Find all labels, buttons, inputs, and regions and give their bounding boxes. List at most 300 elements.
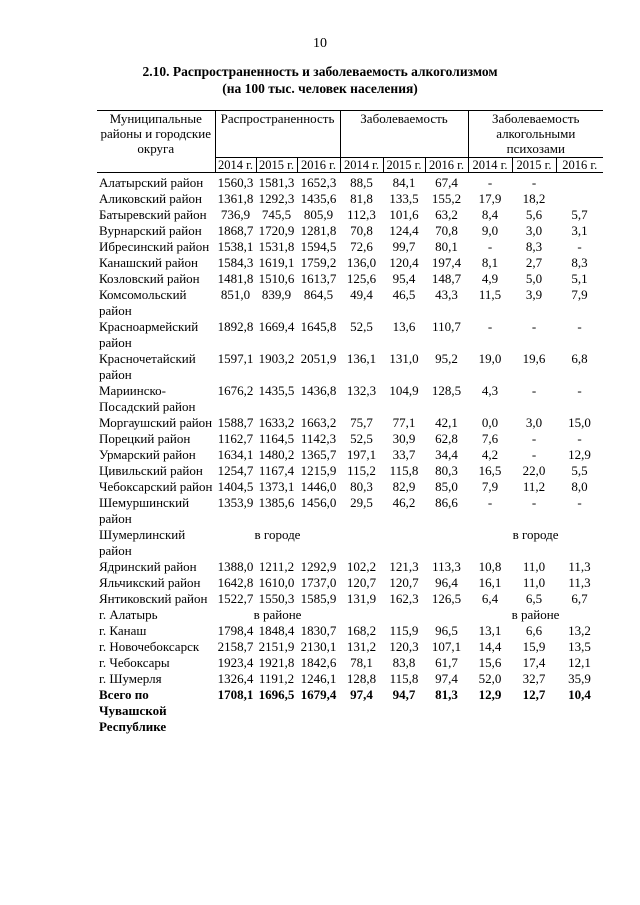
value-cell: 5,7	[571, 207, 588, 222]
value-cell: 88,5	[350, 175, 373, 190]
value-cell: 120,7	[346, 575, 377, 590]
value-cell: 136,0	[346, 255, 377, 270]
table-row	[97, 575, 603, 591]
value-cell: 864,5	[303, 287, 334, 302]
value-cell: 67,4	[435, 175, 458, 190]
value-cell: 3,0	[525, 415, 543, 430]
value-cell: -	[487, 175, 493, 190]
value-cell: 63,2	[435, 207, 458, 222]
value-cell: 6,7	[571, 591, 588, 606]
value-cell: 17,9	[478, 191, 502, 206]
value-cell: 5,1	[571, 271, 588, 286]
value-cell: 120,4	[389, 255, 419, 270]
value-cell: 19,0	[478, 351, 502, 366]
value-cell: 148,7	[431, 271, 462, 286]
value-cell: 1588,7	[217, 415, 254, 430]
value-cell: 12,1	[568, 655, 591, 670]
value-cell: -	[531, 383, 537, 398]
table-row	[97, 173, 603, 192]
value-cell: 1708,1	[217, 687, 254, 702]
value-cell: 1669,4	[258, 319, 295, 334]
value-cell: 61,7	[435, 655, 458, 670]
value-cell: 15,0	[568, 415, 591, 430]
value-cell: 1385,6	[258, 495, 295, 510]
value-cell: 4,3	[481, 383, 499, 398]
value-cell: 81,8	[350, 191, 373, 206]
value-cell: 1584,3	[217, 255, 254, 270]
value-cell: 10,4	[568, 687, 591, 702]
region-name: Шумерлинский район	[99, 527, 186, 558]
value-cell: 1456,0	[300, 495, 337, 510]
value-cell: 805,9	[303, 207, 334, 222]
value-cell: 11,0	[522, 559, 546, 574]
value-cell: -	[487, 319, 493, 334]
region-name: г. Новочебоксарск	[99, 639, 200, 654]
value-cell: 1597,1	[217, 351, 254, 366]
value-cell: 1663,2	[300, 415, 337, 430]
value-cell: 1446,0	[300, 479, 337, 494]
value-cell: -	[531, 175, 537, 190]
value-cell	[556, 173, 603, 192]
value-cell: 52,5	[350, 319, 373, 334]
value-cell: 1164,5	[258, 431, 295, 446]
value-cell: 1921,8	[258, 655, 295, 670]
value-cell: 30,9	[392, 431, 416, 446]
merged-note: в городе	[512, 527, 559, 542]
value-cell: 7,6	[481, 431, 499, 446]
value-cell: 124,4	[389, 223, 419, 238]
value-cell: 128,5	[431, 383, 462, 398]
value-cell: 121,3	[389, 559, 419, 574]
header-year: 2016 г.	[425, 158, 468, 173]
value-cell: 32,7	[522, 671, 546, 686]
empty-merged	[340, 527, 468, 559]
table-row	[97, 639, 603, 655]
table-row	[97, 287, 603, 319]
value-cell: 1435,6	[300, 191, 337, 206]
value-cell: 110,7	[432, 319, 461, 334]
header-year: 2014 г.	[468, 158, 512, 173]
value-cell: 1613,7	[300, 271, 337, 286]
value-cell: 1292,9	[300, 559, 337, 574]
value-cell: 1696,5	[258, 687, 295, 702]
region-name: Ядринский район	[99, 559, 197, 574]
table-row	[97, 223, 603, 239]
region-name: Вурнарский район	[99, 223, 202, 238]
value-cell: 29,5	[350, 495, 373, 510]
value-cell: 35,9	[568, 671, 591, 686]
value-cell: 1645,8	[300, 319, 337, 334]
value-cell: 14,4	[478, 639, 502, 654]
value-cell: 13,6	[392, 319, 416, 334]
value-cell: 97,4	[435, 671, 458, 686]
value-cell: 120,7	[389, 575, 419, 590]
value-cell: 43,3	[435, 287, 458, 302]
header-year: 2014 г.	[340, 158, 383, 173]
value-cell: 1510,6	[258, 271, 295, 286]
value-cell: 62,8	[435, 431, 458, 446]
value-cell: 8,0	[571, 479, 588, 494]
value-cell: 1215,9	[300, 463, 337, 478]
value-cell: 131,9	[346, 591, 377, 606]
value-cell: 17,4	[522, 655, 546, 670]
region-name: Всего по Чувашской Республике	[99, 687, 167, 734]
value-cell: 22,0	[522, 463, 546, 478]
table-row	[97, 351, 603, 383]
value-cell: 112,3	[347, 207, 376, 222]
value-cell: 42,1	[435, 415, 458, 430]
value-cell: 1737,0	[300, 575, 337, 590]
header-year: 2016 г.	[556, 158, 603, 173]
value-cell: 1585,9	[300, 591, 337, 606]
value-cell: 12,9	[568, 447, 591, 462]
value-cell: 1292,3	[258, 191, 295, 206]
value-cell: 1560,3	[217, 175, 254, 190]
table-row	[97, 319, 603, 351]
value-cell: 1481,8	[217, 271, 254, 286]
value-cell: 81,3	[435, 687, 458, 702]
value-cell: 52,5	[350, 431, 373, 446]
value-cell: 1538,1	[217, 239, 254, 254]
value-cell: 1923,4	[217, 655, 254, 670]
region-name: Шемуршинский район	[99, 495, 190, 526]
value-cell: 1480,2	[258, 447, 295, 462]
value-cell: 3,0	[525, 223, 543, 238]
value-cell: 15,9	[522, 639, 546, 654]
value-cell: 2051,9	[300, 351, 337, 366]
value-cell: 1848,4	[258, 623, 295, 638]
value-cell: 10,8	[478, 559, 502, 574]
value-cell: 102,2	[346, 559, 377, 574]
value-cell: 101,6	[389, 207, 419, 222]
value-cell: -	[577, 383, 582, 398]
region-name: Красночетайский район	[99, 351, 196, 382]
value-cell: 6,4	[481, 591, 499, 606]
table-row	[97, 671, 603, 687]
value-cell: 1868,7	[217, 223, 254, 238]
header-incidence: Заболеваемость	[340, 111, 468, 158]
value-cell: 1798,4	[217, 623, 254, 638]
value-cell: 11,2	[522, 479, 546, 494]
note-row	[97, 527, 603, 559]
table-row	[97, 623, 603, 639]
value-cell: 155,2	[431, 191, 462, 206]
value-cell: 125,6	[346, 271, 377, 286]
region-name: Чебоксарский район	[99, 479, 213, 494]
value-cell: 46,5	[392, 287, 416, 302]
table-row	[97, 255, 603, 271]
value-cell: 0,0	[481, 415, 499, 430]
header-year: 2015 г.	[256, 158, 297, 173]
region-name: Моргаушский район	[99, 415, 213, 430]
value-cell: 80,1	[435, 239, 458, 254]
header-year: 2015 г.	[512, 158, 556, 173]
value-cell: 12,9	[478, 687, 502, 702]
value-cell: 1353,9	[217, 495, 254, 510]
value-cell: 1594,5	[300, 239, 337, 254]
value-cell: 85,0	[435, 479, 458, 494]
value-cell: 8,3	[525, 239, 543, 254]
value-cell: 12,7	[522, 687, 546, 702]
value-cell: 13,2	[568, 623, 591, 638]
value-cell: 6,6	[525, 623, 543, 638]
title-line-2: (на 100 тыс. человек населения)	[222, 81, 418, 96]
table-row	[97, 383, 603, 415]
table-row	[97, 463, 603, 479]
region-name: Цивильский район	[99, 463, 203, 478]
value-cell: 3,9	[525, 287, 543, 302]
table-header	[97, 111, 603, 173]
value-cell: -	[487, 495, 493, 510]
value-cell: 1633,2	[258, 415, 295, 430]
value-cell: 99,7	[392, 239, 416, 254]
value-cell: 1388,0	[217, 559, 254, 574]
value-cell: 1361,8	[217, 191, 254, 206]
value-cell: 52,0	[478, 671, 502, 686]
value-cell: 132,3	[346, 383, 377, 398]
value-cell: 1720,9	[258, 223, 295, 238]
value-cell: 16,5	[478, 463, 502, 478]
region-name: г. Чебоксары	[99, 655, 170, 670]
value-cell: -	[531, 495, 537, 510]
value-cell: 77,1	[392, 415, 416, 430]
region-name: Красноармейский район	[99, 319, 199, 350]
value-cell: 1522,7	[217, 591, 254, 606]
header-year: 2016 г.	[297, 158, 340, 173]
value-cell: 736,9	[220, 207, 251, 222]
value-cell: -	[487, 239, 493, 254]
value-cell: 1903,2	[258, 351, 295, 366]
table-row	[97, 415, 603, 431]
table-row	[97, 239, 603, 255]
merged-note: в районе	[253, 607, 302, 622]
value-cell: 113,3	[432, 559, 461, 574]
value-cell: 8,4	[481, 207, 499, 222]
table-title	[0, 63, 640, 97]
value-cell: 162,3	[389, 591, 419, 606]
value-cell: 11,5	[478, 287, 502, 302]
value-cell: -	[577, 495, 582, 510]
value-cell: 2,7	[525, 255, 543, 270]
region-name: г. Шумерля	[99, 671, 162, 686]
value-cell: 839,9	[261, 287, 292, 302]
value-cell: 197,1	[346, 447, 377, 462]
value-cell: 84,1	[392, 175, 416, 190]
value-cell: 7,9	[571, 287, 588, 302]
value-cell: 1842,6	[300, 655, 337, 670]
value-cell: 126,5	[431, 591, 462, 606]
value-cell: 1759,2	[300, 255, 337, 270]
value-cell: 94,7	[392, 687, 416, 702]
value-cell: -	[577, 239, 582, 254]
value-cell: 16,1	[478, 575, 502, 590]
header-year: 2014 г.	[215, 158, 256, 173]
value-cell: 70,8	[435, 223, 458, 238]
value-cell: 1162,7	[217, 431, 254, 446]
value-cell: 1191,2	[258, 671, 295, 686]
value-cell: -	[577, 431, 582, 446]
region-name: Алатырский район	[99, 175, 204, 190]
region-name: Порецкий район	[99, 431, 191, 446]
value-cell: 1373,1	[258, 479, 295, 494]
value-cell: 1167,4	[258, 463, 295, 478]
table-row	[97, 191, 603, 207]
value-cell: 78,1	[350, 655, 373, 670]
table-row	[97, 431, 603, 447]
value-cell: 115,2	[347, 463, 376, 478]
value-cell: 86,6	[435, 495, 458, 510]
region-name: Яльчикский район	[99, 575, 201, 590]
value-cell: 75,7	[350, 415, 373, 430]
value-cell: 11,3	[568, 559, 591, 574]
value-cell: 70,8	[350, 223, 373, 238]
value-cell: 34,4	[435, 447, 458, 462]
region-name: Янтиковский район	[99, 591, 208, 606]
value-cell	[556, 191, 603, 207]
value-cell: 1254,7	[217, 463, 254, 478]
value-cell: 1642,8	[217, 575, 254, 590]
value-cell: 131,0	[389, 351, 419, 366]
value-cell: 168,2	[346, 623, 377, 638]
value-cell: 95,2	[435, 351, 458, 366]
value-cell: 8,3	[571, 255, 588, 270]
value-cell: 2151,9	[258, 639, 295, 654]
merged-note: в районе	[511, 607, 560, 622]
value-cell: 1830,7	[300, 623, 337, 638]
value-cell: 133,5	[389, 191, 419, 206]
header-psychoses: Заболеваемость алкогольными психозами	[468, 111, 603, 158]
value-cell: 115,9	[389, 623, 419, 638]
value-cell: 7,9	[481, 479, 499, 494]
value-cell: 1142,3	[300, 431, 337, 446]
note-row	[97, 607, 603, 623]
region-name: Урмарский район	[99, 447, 196, 462]
value-cell: -	[577, 319, 582, 334]
empty-merged	[340, 607, 468, 623]
region-name: Канашский район	[99, 255, 198, 270]
total-row	[97, 687, 603, 735]
value-cell: 11,0	[522, 575, 546, 590]
value-cell: 33,7	[392, 447, 416, 462]
value-cell: 80,3	[435, 463, 458, 478]
table-body	[97, 173, 603, 736]
value-cell: 8,1	[481, 255, 499, 270]
value-cell: 13,5	[568, 639, 591, 654]
value-cell: 1246,1	[300, 671, 337, 686]
value-cell: -	[531, 447, 537, 462]
table-row	[97, 479, 603, 495]
value-cell: 1436,8	[300, 383, 337, 398]
value-cell: 18,2	[522, 191, 546, 206]
region-name: г. Канаш	[99, 623, 147, 638]
value-cell: 19,6	[522, 351, 546, 366]
value-cell: 1531,8	[258, 239, 295, 254]
region-name: Мариинско-Посадский район	[99, 383, 196, 414]
value-cell: 2158,7	[217, 639, 254, 654]
value-cell: 11,3	[568, 575, 591, 590]
merged-note: в городе	[254, 527, 301, 542]
alcoholism-table	[97, 110, 603, 735]
value-cell: 15,6	[478, 655, 502, 670]
value-cell: 1634,1	[217, 447, 254, 462]
value-cell: 1676,2	[217, 383, 254, 398]
value-cell: 82,9	[392, 479, 416, 494]
value-cell: 1326,4	[217, 671, 254, 686]
value-cell: 96,5	[435, 623, 458, 638]
value-cell: 5,5	[571, 463, 588, 478]
value-cell: 1892,8	[217, 319, 254, 334]
region-name: Ибресинский район	[99, 239, 210, 254]
value-cell: 1679,4	[300, 687, 337, 702]
value-cell: 97,4	[350, 687, 373, 702]
value-cell: 96,4	[435, 575, 458, 590]
header-prevalence: Распространенность	[215, 111, 340, 158]
value-cell: 115,8	[389, 671, 419, 686]
value-cell: 5,6	[525, 207, 543, 222]
table-row	[97, 207, 603, 223]
page-number: 10	[313, 36, 327, 51]
value-cell: 1652,3	[300, 175, 337, 190]
value-cell: 6,8	[571, 351, 588, 366]
value-cell: 4,9	[481, 271, 499, 286]
value-cell: 107,1	[431, 639, 462, 654]
value-cell: 1581,3	[258, 175, 295, 190]
value-cell: 9,0	[481, 223, 499, 238]
region-name: г. Алатырь	[99, 607, 158, 622]
value-cell: 83,8	[392, 655, 416, 670]
table-row	[97, 559, 603, 575]
value-cell: 5,0	[525, 271, 543, 286]
value-cell: 197,4	[431, 255, 462, 270]
value-cell: 1404,5	[217, 479, 254, 494]
table-row	[97, 655, 603, 671]
value-cell: -	[531, 319, 537, 334]
title-line-1: 2.10. Распространенность и заболеваемость алкоголизмом	[142, 64, 498, 79]
value-cell: 136,1	[346, 351, 377, 366]
region-name: Козловский район	[99, 271, 200, 286]
value-cell: 1619,1	[258, 255, 295, 270]
value-cell: 4,2	[481, 447, 499, 462]
value-cell: 120,3	[389, 639, 419, 654]
value-cell: 128,8	[346, 671, 377, 686]
region-name: Комсомольский район	[99, 287, 187, 318]
value-cell: 1610,0	[258, 575, 295, 590]
value-cell: 1281,8	[300, 223, 337, 238]
value-cell: 115,8	[389, 463, 419, 478]
value-cell: 49,4	[350, 287, 373, 302]
value-cell: 104,9	[389, 383, 419, 398]
value-cell: 1435,5	[258, 383, 295, 398]
header-region: Муниципальные районы и городские округа	[97, 111, 215, 173]
region-name: Аликовский район	[99, 191, 202, 206]
value-cell: 3,1	[571, 223, 588, 238]
value-cell: 851,0	[220, 287, 251, 302]
value-cell: 1211,2	[258, 559, 295, 574]
table-row	[97, 271, 603, 287]
value-cell: 6,5	[525, 591, 543, 606]
value-cell: 131,2	[346, 639, 377, 654]
value-cell: 13,1	[478, 623, 502, 638]
value-cell: 95,4	[392, 271, 416, 286]
header-year: 2015 г.	[383, 158, 425, 173]
value-cell: 1365,7	[300, 447, 337, 462]
region-name: Батыревский район	[99, 207, 207, 222]
table-row	[97, 447, 603, 463]
value-cell: 1550,3	[258, 591, 295, 606]
value-cell: 46,2	[392, 495, 416, 510]
value-cell: 80,3	[350, 479, 373, 494]
value-cell: 745,5	[261, 207, 292, 222]
